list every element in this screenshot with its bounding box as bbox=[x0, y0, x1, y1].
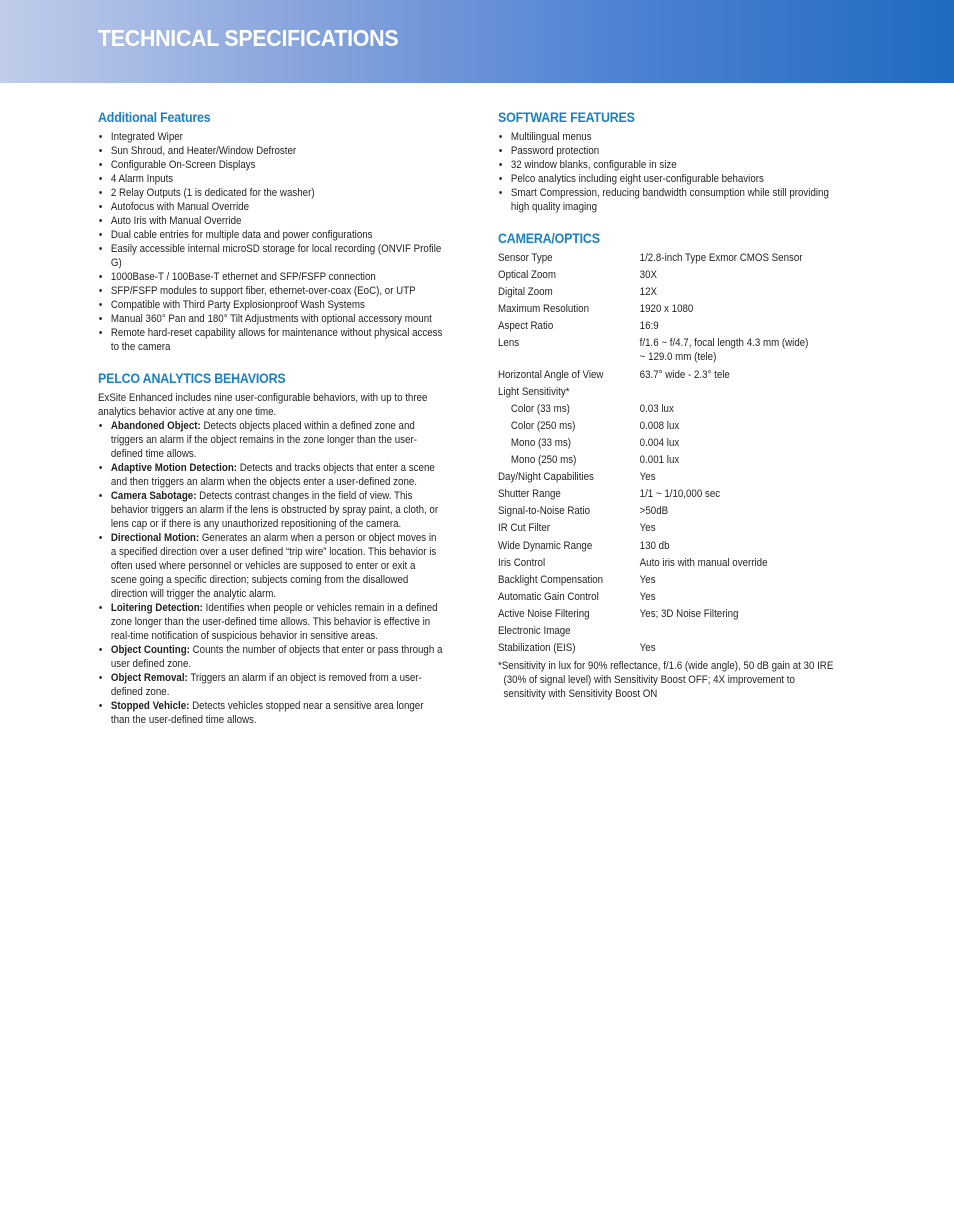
analytics-section bbox=[98, 371, 443, 727]
spec-label: Automatic Gain Control bbox=[498, 590, 599, 603]
behavior-description: Detects and tracks objects that enter a scene and then triggers an alarm when the objects enter a user-defined zone. bbox=[110, 462, 435, 488]
spec-value: Yes bbox=[639, 573, 656, 586]
list-item: • Autofocus with Manual Override bbox=[98, 200, 443, 214]
spec-value: Yes; 3D Noise Filtering bbox=[639, 607, 739, 620]
behavior-term: Directional Motion: bbox=[110, 532, 200, 544]
spec-label: IR Cut Filter bbox=[498, 522, 550, 535]
behavior-description: Identifies when people or vehicles remain in a defined zone longer than the user-defined time allows. This behavior is effective in real-time notification of suspicious behavior in sensitive areas. bbox=[110, 602, 438, 642]
spec-value: f/1.6 ~ f/4.7, focal length 4.3 mm (wide) ~ 129.0 mm (tele) bbox=[639, 337, 809, 364]
behavior-description: Detects contrast changes in the field of view. This behavior triggers an alarm if the lens is obstructed by spray paint, a cloth, or lens cap or if there is any unauthorized repositioning of the camera. bbox=[110, 490, 439, 530]
table-row bbox=[498, 470, 811, 487]
spec-label: Backlight Compensation bbox=[498, 573, 604, 586]
list-item: • SFP/FSFP modules to support fiber, ethernet-over-coax (EoC), or UTP bbox=[98, 284, 443, 298]
table-row bbox=[498, 521, 811, 538]
list-item: • 32 window blanks, configurable in size bbox=[498, 158, 838, 172]
table-row bbox=[498, 590, 811, 607]
spec-label: Mono (33 ms) bbox=[510, 436, 572, 449]
list-item bbox=[98, 489, 443, 531]
list-item: • 2 Relay Outputs (1 is dedicated for the washer) bbox=[98, 186, 443, 200]
spec-label: Digital Zoom bbox=[498, 286, 553, 299]
spec-label: Stabilization (EIS) bbox=[498, 642, 576, 655]
list-item bbox=[98, 531, 443, 601]
spec-label: Color (33 ms) bbox=[510, 402, 570, 415]
table-row bbox=[498, 368, 811, 385]
spec-label: Electronic Image bbox=[498, 624, 571, 637]
spec-label: Aspect Ratio bbox=[498, 320, 554, 333]
behavior-term: Abandoned Object: bbox=[110, 420, 201, 432]
behavior-term: Camera Sabotage: bbox=[110, 490, 197, 502]
list-item: • Manual 360° Pan and 180° Tilt Adjustments with optional accessory mount bbox=[98, 312, 443, 326]
spec-value: 1/2.8-inch Type Exmor CMOS Sensor bbox=[639, 252, 803, 264]
header-banner bbox=[0, 0, 954, 83]
spec-value: 63.7° wide - 2.3° tele bbox=[639, 368, 730, 381]
table-row bbox=[498, 504, 811, 521]
list-item bbox=[98, 461, 443, 489]
list-item: • Configurable On-Screen Displays bbox=[98, 158, 443, 172]
behavior-term: Object Removal: bbox=[110, 672, 188, 684]
spec-value: Yes bbox=[639, 642, 656, 655]
spec-label: Day/Night Capabilities bbox=[498, 471, 594, 484]
table-row bbox=[498, 302, 811, 319]
spec-label: Shutter Range bbox=[498, 488, 561, 501]
spec-value: 12X bbox=[639, 286, 658, 299]
list-item bbox=[98, 643, 443, 671]
behavior-description: Detects objects placed within a defined zone and triggers an alarm if the object remains in the zone longer than the user-defined time allows. bbox=[110, 420, 417, 460]
behavior-term: Object Counting: bbox=[110, 644, 190, 656]
list-item bbox=[98, 699, 443, 727]
table-row bbox=[498, 624, 811, 641]
left-column bbox=[98, 110, 443, 744]
list-item: • Remote hard-reset capability allows for maintenance without physical access to the camera bbox=[98, 326, 443, 354]
right-column bbox=[498, 110, 838, 718]
list-item: • 1000Base-T / 100Base-T ethernet and SFP/FSFP connection bbox=[98, 270, 443, 284]
list-item: • Pelco analytics including eight user-configurable behaviors bbox=[498, 172, 838, 186]
spec-label: Iris Control bbox=[498, 556, 546, 569]
additional-features-section bbox=[98, 110, 443, 354]
spec-label: Signal-to-Noise Ratio bbox=[498, 505, 591, 518]
software-list bbox=[498, 130, 838, 214]
table-row bbox=[498, 419, 811, 436]
spec-label: Optical Zoom bbox=[498, 269, 556, 282]
list-item: • Password protection bbox=[498, 144, 838, 158]
camera-optics-section bbox=[498, 231, 838, 701]
list-item bbox=[98, 419, 443, 461]
spec-label: Maximum Resolution bbox=[498, 303, 590, 316]
behavior-description: Detects vehicles stopped near a sensitive area longer than the user-defined time allows. bbox=[110, 700, 424, 726]
spec-value: 16:9 bbox=[639, 320, 659, 333]
spec-value: 1920 x 1080 bbox=[639, 303, 694, 316]
software-section bbox=[498, 110, 838, 214]
behavior-term: Stopped Vehicle: bbox=[110, 700, 190, 712]
list-item: • 4 Alarm Inputs bbox=[98, 172, 443, 186]
spec-label: Lens bbox=[498, 337, 520, 350]
list-item bbox=[98, 671, 443, 699]
table-row bbox=[498, 319, 811, 336]
spec-value: 1/1 ~ 1/10,000 sec bbox=[639, 488, 721, 501]
spec-label: Light Sensitivity* bbox=[498, 385, 570, 398]
table-row bbox=[498, 487, 811, 504]
table-row bbox=[498, 436, 811, 453]
software-heading: SOFTWARE FEATURES bbox=[498, 110, 635, 125]
table-row bbox=[498, 556, 811, 573]
table-row bbox=[498, 268, 811, 285]
behavior-term: Adaptive Motion Detection: bbox=[110, 462, 238, 474]
spec-value: 0.001 lux bbox=[639, 454, 680, 467]
spec-value bbox=[640, 624, 811, 641]
table-row bbox=[498, 607, 811, 624]
list-item: • Auto Iris with Manual Override bbox=[98, 214, 443, 228]
behavior-description: Counts the number of objects that enter or pass through a user defined zone. bbox=[110, 644, 443, 670]
analytics-heading: PELCO ANALYTICS BEHAVIORS bbox=[98, 371, 286, 386]
behavior-description: Triggers an alarm if an object is removed from a user-defined zone. bbox=[110, 672, 422, 698]
spec-label: Wide Dynamic Range bbox=[498, 539, 593, 552]
table-row bbox=[498, 539, 811, 556]
page-title: TECHNICAL SPECIFICATIONS bbox=[98, 25, 399, 51]
table-row bbox=[498, 251, 811, 268]
table-row bbox=[498, 402, 811, 419]
list-item: • Easily accessible internal microSD storage for local recording (ONVIF Profile G) bbox=[98, 242, 443, 270]
list-item: • Smart Compression, reducing bandwidth consumption while still providing high quality imaging bbox=[498, 186, 838, 214]
table-row bbox=[498, 336, 811, 367]
spec-value: 30X bbox=[639, 269, 658, 282]
spec-label: Active Noise Filtering bbox=[498, 607, 590, 620]
analytics-list bbox=[98, 419, 443, 727]
spec-value: 0.004 lux bbox=[639, 436, 680, 449]
table-row bbox=[498, 453, 811, 470]
list-item: • Compatible with Third Party Explosionproof Wash Systems bbox=[98, 298, 443, 312]
list-item: • Sun Shroud, and Heater/Window Defroster bbox=[98, 144, 443, 158]
table-row bbox=[498, 385, 811, 402]
additional-features-heading: Additional Features bbox=[98, 110, 211, 125]
list-item: • Dual cable entries for multiple data and power configurations bbox=[98, 228, 443, 242]
spec-value: Yes bbox=[639, 522, 656, 535]
spec-value: 0.008 lux bbox=[639, 419, 680, 432]
camera-optics-heading: CAMERA/OPTICS bbox=[498, 231, 600, 246]
table-row bbox=[498, 285, 811, 302]
behavior-term: Loitering Detection: bbox=[110, 602, 203, 614]
table-row bbox=[498, 641, 811, 658]
sensitivity-footnote: *Sensitivity in lux for 90% reflectance, f/1.6 (wide angle), 50 dB gain at 30 IRE (30% of signal level) with Sensitivity Boost OFF; 4X improvement to sensitivity with Sensitivity Boost ON bbox=[498, 660, 834, 701]
spec-label: Sensor Type bbox=[498, 252, 553, 264]
spec-value: Yes bbox=[639, 590, 656, 603]
list-item: • Integrated Wiper bbox=[98, 130, 443, 144]
analytics-intro: ExSite Enhanced includes nine user-configurable behaviors, with up to three analytics behavior active at any one time. bbox=[98, 392, 428, 418]
spec-value bbox=[640, 385, 811, 402]
spec-label: Color (250 ms) bbox=[510, 419, 576, 432]
camera-spec-table bbox=[498, 251, 811, 658]
spec-value: 130 db bbox=[639, 539, 670, 552]
spec-label: Mono (250 ms) bbox=[510, 454, 577, 467]
behavior-description: Generates an alarm when a person or object moves in a specified direction over a user defined “trip wire” location. This behavior is often used where personnel or vehicles are supposed to enter or exit a scene going a specific direction; subjects coming from the disallowed direction will trigger the analytic alarm. bbox=[110, 532, 437, 600]
spec-value: Auto iris with manual override bbox=[639, 556, 768, 569]
additional-features-list bbox=[98, 130, 443, 354]
table-row bbox=[498, 573, 811, 590]
spec-value: >50dB bbox=[639, 505, 669, 518]
spec-value: Yes bbox=[639, 471, 656, 484]
spec-value: 0.03 lux bbox=[639, 402, 674, 415]
spec-label: Horizontal Angle of View bbox=[498, 368, 604, 381]
list-item: • Multilingual menus bbox=[498, 130, 838, 144]
list-item bbox=[98, 601, 443, 643]
